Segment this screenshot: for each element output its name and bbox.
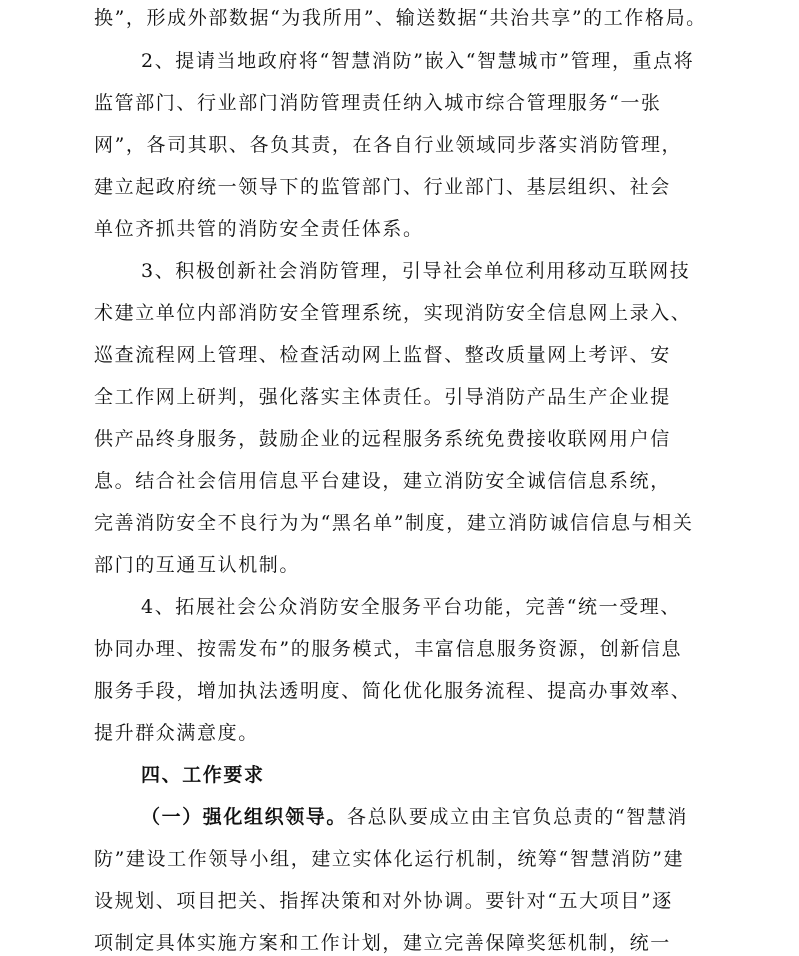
paragraph-line: 网”，各司其职、各负其责，在各自行业领域同步落实消防管理， bbox=[94, 134, 683, 156]
paragraph-line: 3、积极创新社会消防管理，引导社会单位利用移动互联网技 bbox=[141, 260, 691, 282]
paragraph-line: 协同办理、按需发布”的服务模式，丰富信息服务资源，创新信息 bbox=[94, 638, 683, 660]
paragraph-line: 完善消防安全不良行为为“黑名单”制度，建立消防诚信信息与相关 bbox=[94, 512, 694, 534]
paragraph-line: 供产品终身服务，鼓励企业的远程服务系统免费接收联网用户信 bbox=[94, 428, 671, 450]
paragraph-line: 4、拓展社会公众消防安全服务平台功能，完善“统一受理、 bbox=[141, 596, 682, 618]
paragraph-line: 2、提请当地政府将“智慧消防”嵌入“智慧城市”管理，重点将 bbox=[141, 50, 695, 72]
paragraph-line: 息。结合社会信用信息平台建设，建立消防安全诚信信息系统， bbox=[94, 470, 671, 492]
paragraph-line: 巡查流程网上管理、检查活动网上监督、整改质量网上考评、安 bbox=[94, 344, 671, 366]
paragraph-line: 服务手段，增加执法透明度、简化优化服务流程、提高办事效率、 bbox=[94, 680, 692, 702]
paragraph-line: 监管部门、行业部门消防管理责任纳入城市综合管理服务“一张 bbox=[94, 92, 662, 114]
subsection-heading: （一）强化组织领导。 bbox=[141, 806, 348, 828]
subsection-text: 各总队要成立由主官负总责的“智慧消 bbox=[347, 806, 688, 828]
section-heading: 四、工作要求 bbox=[141, 764, 265, 786]
paragraph-line: 术建立单位内部消防安全管理系统，实现消防安全信息网上录入、 bbox=[94, 302, 692, 324]
paragraph-line: 换”，形成外部数据“为我所用”、输送数据“共治共享”的工作格局。 bbox=[94, 7, 707, 29]
paragraph-line: 全工作网上研判，强化落实主体责任。引导消防产品生产企业提 bbox=[94, 386, 671, 408]
paragraph-line bbox=[141, 804, 688, 830]
paragraph-line: 项制定具体实施方案和工作计划，建立完善保障奖惩机制，统一 bbox=[94, 932, 671, 954]
paragraph-line: 单位齐抓共管的消防安全责任体系。 bbox=[94, 218, 424, 240]
paragraph-line: 建立起政府统一领导下的监管部门、行业部门、基层组织、社会 bbox=[94, 176, 671, 198]
paragraph-line: 设规划、项目把关、指挥决策和对外协调。要针对“五大项目”逐 bbox=[94, 890, 673, 912]
paragraph-line: 提升群众满意度。 bbox=[94, 722, 259, 744]
paragraph-line: 防”建设工作领导小组，建立实体化运行机制，统筹“智慧消防”建 bbox=[94, 848, 685, 870]
paragraph-line: 部门的互通互认机制。 bbox=[94, 554, 301, 576]
